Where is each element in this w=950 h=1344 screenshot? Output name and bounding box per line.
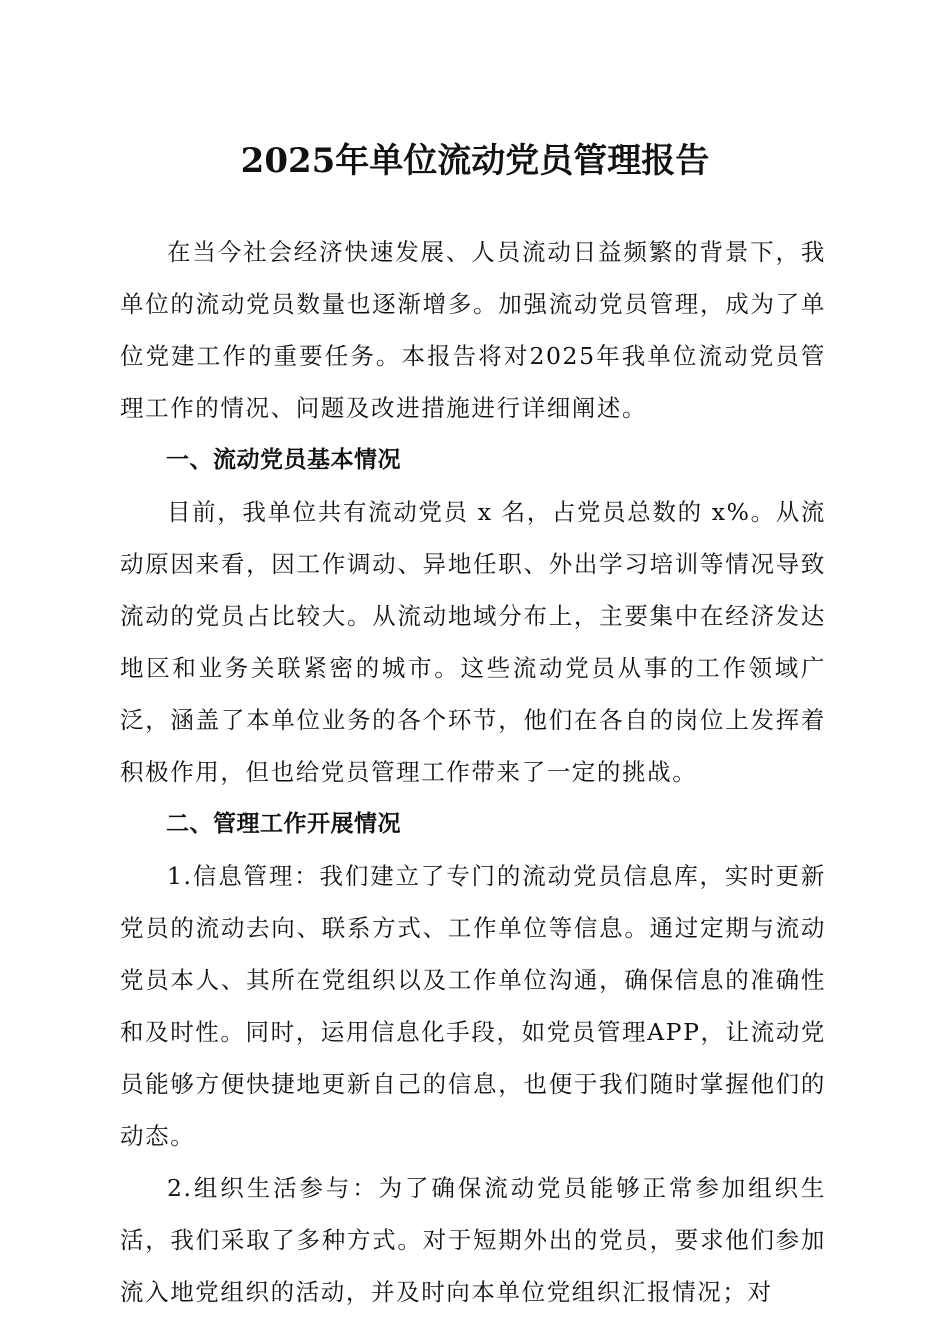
section-1-paragraph: 目前，我单位共有流动党员 x 名，占党员总数的 x%。从流动原因来看，因工作调动、异地任职、外出学习培训等情况导致流动的党员占比较大。从流动地域分布上，主要集中在经济发达地区和业务关联紧密的城市。这些流动党员从事的工作领域广泛，涵盖了本单位业务的各个环节，他们在各自的岗位上发挥着积极作用，但也给党员管理工作带来了一定的挑战。	[120, 498, 826, 786]
document-body	[120, 226, 826, 1318]
section-2-heading: 二、管理工作开展情况	[166, 811, 401, 837]
document-title: 2025年单位流动党员管理报告	[240, 141, 710, 181]
section-2-item-2: 2.组织生活参与：为了确保流动党员能够正常参加组织生活，我们采取了多种方式。对于短期外出的党员，要求他们参加流入地党组织的活动，并及时向本单位党组织汇报情况；对	[120, 1174, 826, 1306]
intro-paragraph: 在当今社会经济快速发展、人员流动日益频繁的背景下，我单位的流动党员数量也逐渐增多。加强流动党员管理，成为了单位党建工作的重要任务。本报告将对2025年我单位流动党员管理工作的情况、问题及改进措施进行详细阐述。	[120, 238, 826, 422]
section-2-item-1: 1.信息管理：我们建立了专门的流动党员信息库，实时更新党员的流动去向、联系方式、工作单位等信息。通过定期与流动党员本人、其所在党组织以及工作单位沟通，确保信息的准确性和及时性。同时，运用信息化手段，如党员管理APP，让流动党员能够方便快捷地更新自己的信息，也便于我们随时掌握他们的动态。	[120, 862, 826, 1150]
section-1-heading: 一、流动党员基本情况	[166, 447, 401, 473]
